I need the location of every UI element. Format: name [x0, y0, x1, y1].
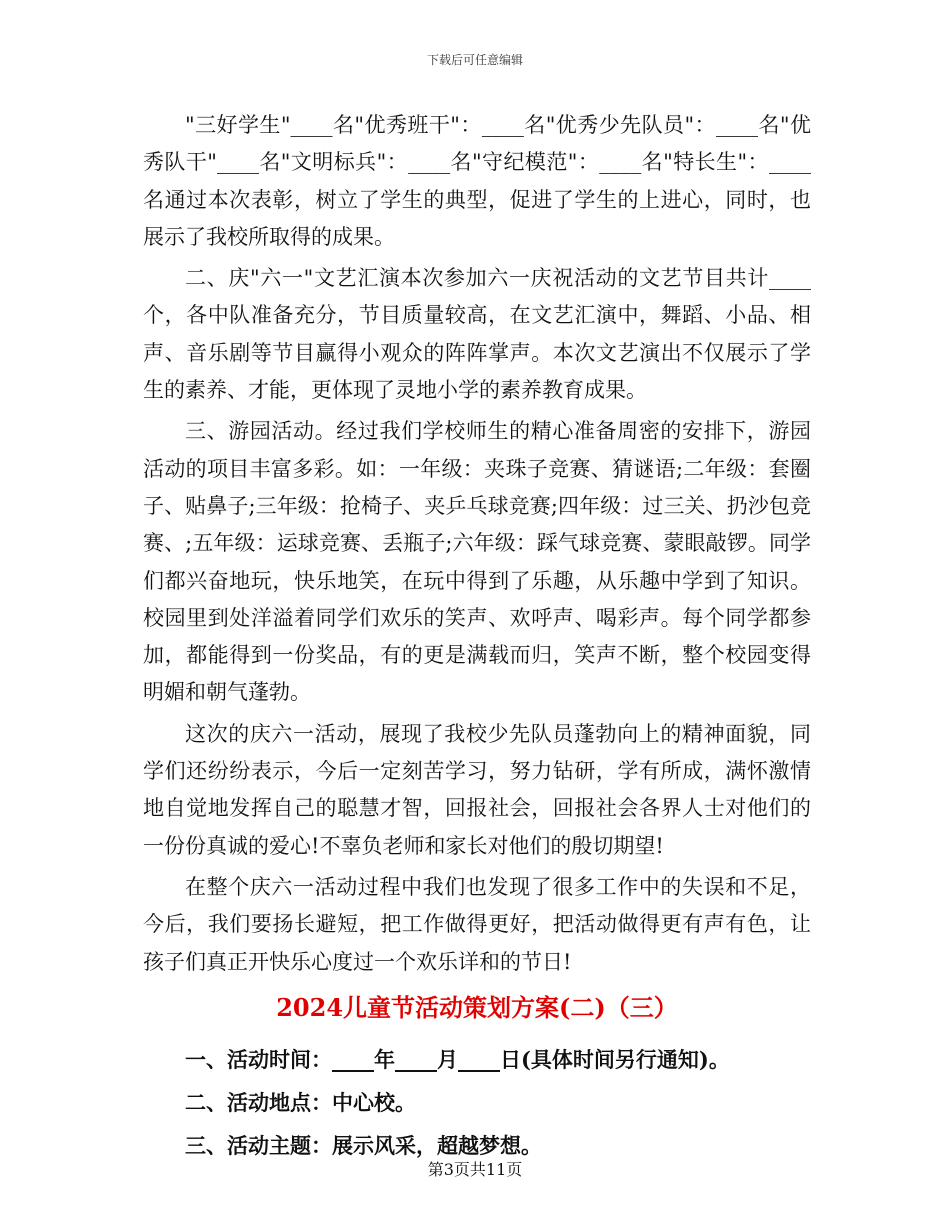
paragraph-awards: "三好学生"____名"优秀班干"：____名"优秀少先队员"：____名"优秀队干"____名"文明标兵"：____名"守纪模范"：____名"特长生"：____名通过本次表彰，树立了学生的典型，促进了学生的上进心，同时，也展示了我校所取得的成果。	[143, 113, 811, 249]
page-header: 下载后可任意编辑	[426, 53, 523, 67]
paragraph-spirit: 这次的庆六一活动，展现了我校少先队员蓬勃向上的精神面貌，同学们还纷纷表示，今后一定刻苦学习，努力钻研，学有所成，满怀激情地自觉地发挥自己的聪慧才智，回报社会，回报社会各界人士对他们的一份份真诚的爱心!不辜负老师和家长对他们的殷切期望!	[143, 721, 811, 858]
item-activity-location: 二、活动地点：中心校。	[185, 1089, 416, 1115]
item-activity-theme: 三、活动主题：展示风采，超越梦想。	[185, 1132, 542, 1158]
paragraph-performance: 二、庆"六一"文艺汇演本次参加六一庆祝活动的文艺节目共计____个，各中队准备充分，节目质量较高，在文艺汇演中，舞蹈、小品、相声、音乐剧等节目赢得小观众的阵阵掌声。本次文艺演出不仅展示了学生的素养、才能，更体现了灵地小学的素养教育成果。	[143, 266, 811, 403]
section-title: 2024儿童节活动策划方案(二)（三）	[276, 992, 678, 1022]
paragraph-reflection: 在整个庆六一活动过程中我们也发现了很多工作中的失误和不足，今后，我们要扬长避短，把工作做得更好，把活动做得更有声有色，让孩子们真正开快乐心度过一个欢乐详和的节日!	[143, 874, 811, 974]
document-body	[143, 107, 811, 1167]
item-activity-time: 一、活动时间：____年____月____日(具体时间另行通知)。	[185, 1046, 730, 1072]
page-number: 第3页共11页	[427, 1160, 523, 1179]
paragraph-garden-activity: 三、游园活动。经过我们学校师生的精心准备周密的安排下，游园活动的项目丰富多彩。如：一年级：夹珠子竞赛、猜谜语;二年级：套圈子、贴鼻子;三年级：抢椅子、夹乒乓球竞赛;四年级：过三关、扔沙包竞赛、;五年级：运球竞赛、丢瓶子;六年级：踩气球竞赛、蒙眼敲锣。同学们都兴奋地玩，快乐地笑，在玩中得到了乐趣，从乐趣中学到了知识。校园里到处洋溢着同学们欢乐的笑声、欢呼声、喝彩声。每个同学都参加，都能得到一份奖品，有的更是满载而归，笑声不断，整个校园变得明媚和朝气蓬勃。	[143, 419, 811, 705]
